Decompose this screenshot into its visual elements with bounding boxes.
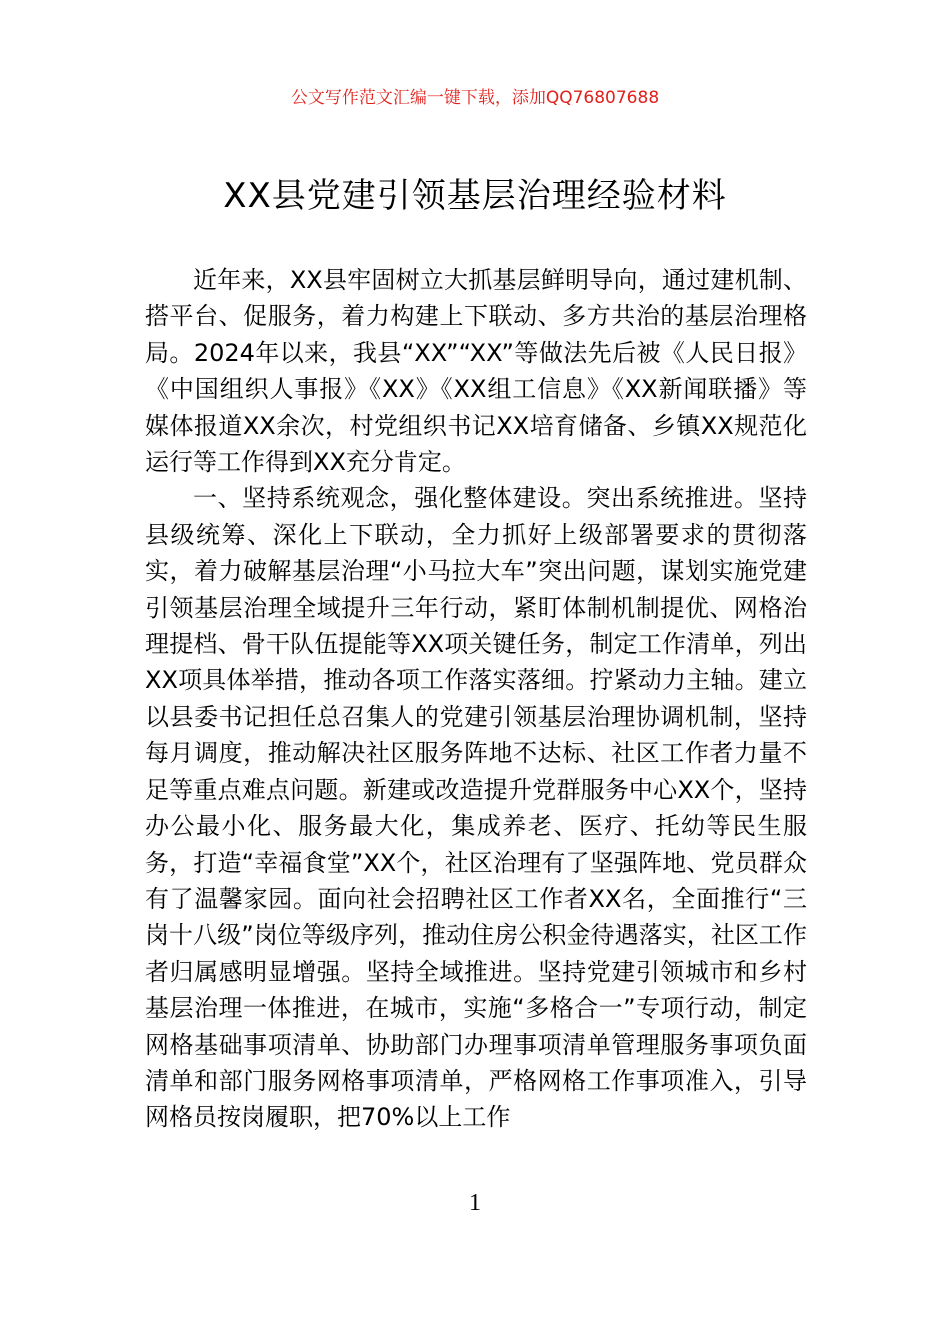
document-body [145,262,807,1136]
paragraph-intro: 近年来，XX县牢固树立大抓基层鲜明导向，通过建机制、搭平台、促服务，着力构建上下联动、多方共治的基层治理格局。2024年以来，我县“XX”“XX”等做法先后被《人民日报》《中国组织人事报》《XX》《XX组工信息》《XX新闻联播》等媒体报道XX余次，村党组织书记XX培育储备、乡镇XX规范化运行等工作得到XX充分肯定。 [145,266,807,477]
page-number: 1 [469,1190,481,1216]
paragraph-section-1: 一、坚持系统观念，强化整体建设。突出系统推进。坚持县级统筹、深化上下联动，全力抓好上级部署要求的贯彻落实，着力破解基层治理“小马拉大车”突出问题，谋划实施党建引领基层治理全域提升三年行动，紧盯体制机制提优、网格治理提档、骨干队伍提能等XX项关键任务，制定工作清单，列出XX项具体举措，推动各项工作落实落细。拧紧动力主轴。建立以县委书记担任总召集人的党建引领基层治理协调机制，坚持每月调度，推动解决社区服务阵地不达标、社区工作者力量不足等重点难点问题。新建或改造提升党群服务中心XX个，坚持办公最小化、服务最大化，集成养老、医疗、托幼等民生服务，打造“幸福食堂”XX个，社区治理有了坚强阵地、党员群众有了温馨家园。面向社会招聘社区工作者XX名，全面推行“三岗十八级”岗位等级序列，推动住房公积金待遇落实，社区工作者归属感明显增强。坚持全域推进。坚持党建引领城市和乡村基层治理一体推进，在城市，实施“多格合一”专项行动，制定网格基础事项清单、协助部门办理事项清单管理服务事项负面清单和部门服务网格事项清单，严格网格工作事项准入，引导网格员按岗履职，把70%以上工作 [145,484,807,1132]
document-title: XX县党建引领基层治理经验材料 [223,176,727,216]
header-note: 公文写作范文汇编一键下载，添加QQ76807688 [290,88,660,108]
